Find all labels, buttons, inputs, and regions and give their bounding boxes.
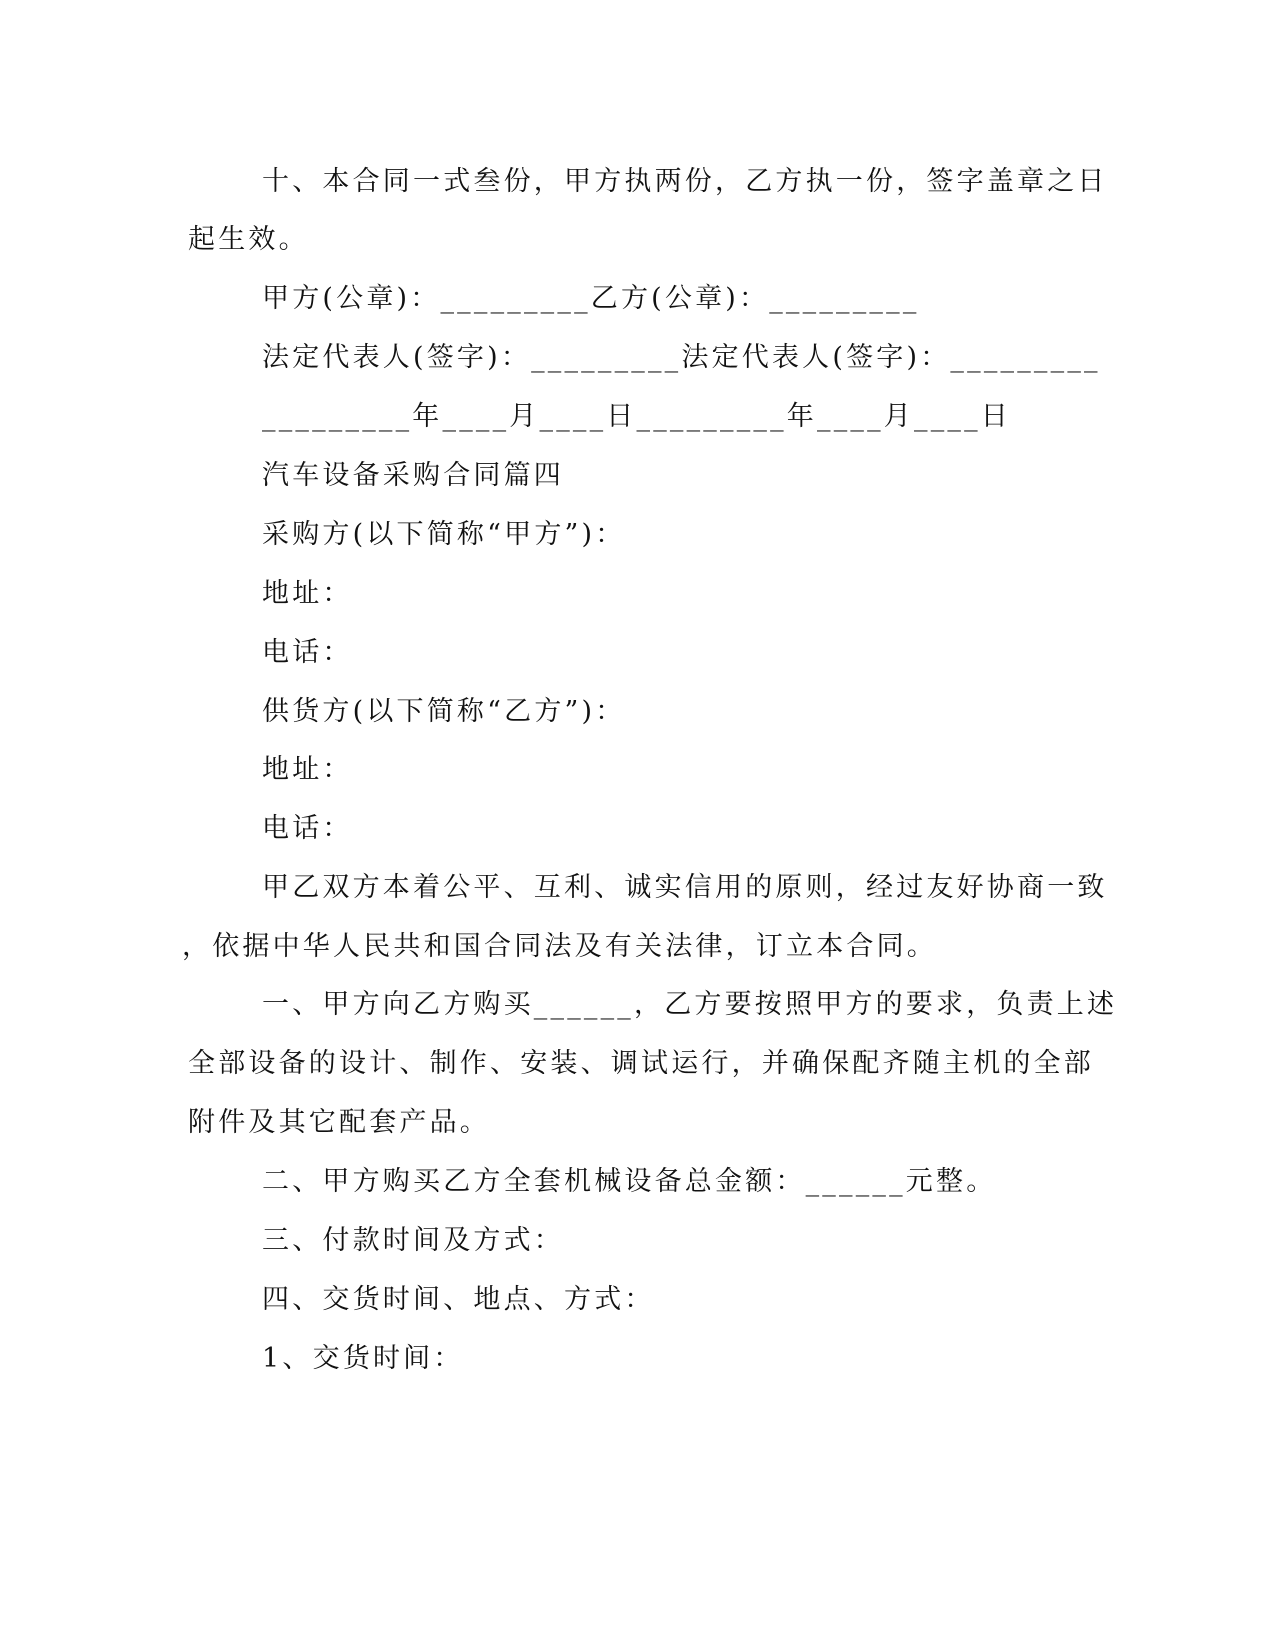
section-title: 汽车设备采购合同篇四: [262, 460, 564, 491]
clause-2: 二、甲方购买乙方全套机械设备总金额：______元整。: [262, 1166, 997, 1197]
preamble-line-1: 甲乙双方本着公平、互利、诚实信用的原则，经过友好协商一致: [262, 872, 1108, 903]
signing-date-line: _________年____月____日_________年____月____日: [262, 401, 1011, 432]
buyer-phone: 电话：: [262, 637, 353, 668]
buyer-label: 采购方(以下简称“甲方”)：: [262, 519, 626, 550]
buyer-address: 地址：: [262, 578, 353, 609]
clause-10-line-1: 十、本合同一式叁份，甲方执两份，乙方执一份，签字盖章之日: [262, 166, 1108, 197]
clause-10-line-2: 起生效。: [188, 224, 309, 255]
clause-4: 四、交货时间、地点、方式：: [262, 1284, 655, 1315]
supplier-phone: 电话：: [262, 813, 353, 844]
supplier-label: 供货方(以下简称“乙方”)：: [262, 696, 626, 727]
legal-rep-signature-line: 法定代表人(签字)：_________法定代表人(签字)：_________: [262, 342, 1101, 373]
clause-1-line-3: 附件及其它配套产品。: [188, 1107, 490, 1138]
clause-4-item-1: 1、交货时间：: [262, 1343, 464, 1374]
preamble-line-2: ，依据中华人民共和国合同法及有关法律，订立本合同。: [182, 931, 937, 962]
supplier-address: 地址：: [262, 754, 353, 785]
clause-1-line-1: 一、甲方向乙方购买______，乙方要按照甲方的要求，负责上述: [262, 989, 1118, 1020]
clause-3: 三、付款时间及方式：: [262, 1225, 564, 1256]
clause-1-line-2: 全部设备的设计、制作、安装、调试运行，并确保配齐随主机的全部: [188, 1048, 1094, 1079]
party-a-seal-line: 甲方(公章)：_________乙方(公章)：_________: [262, 283, 920, 314]
